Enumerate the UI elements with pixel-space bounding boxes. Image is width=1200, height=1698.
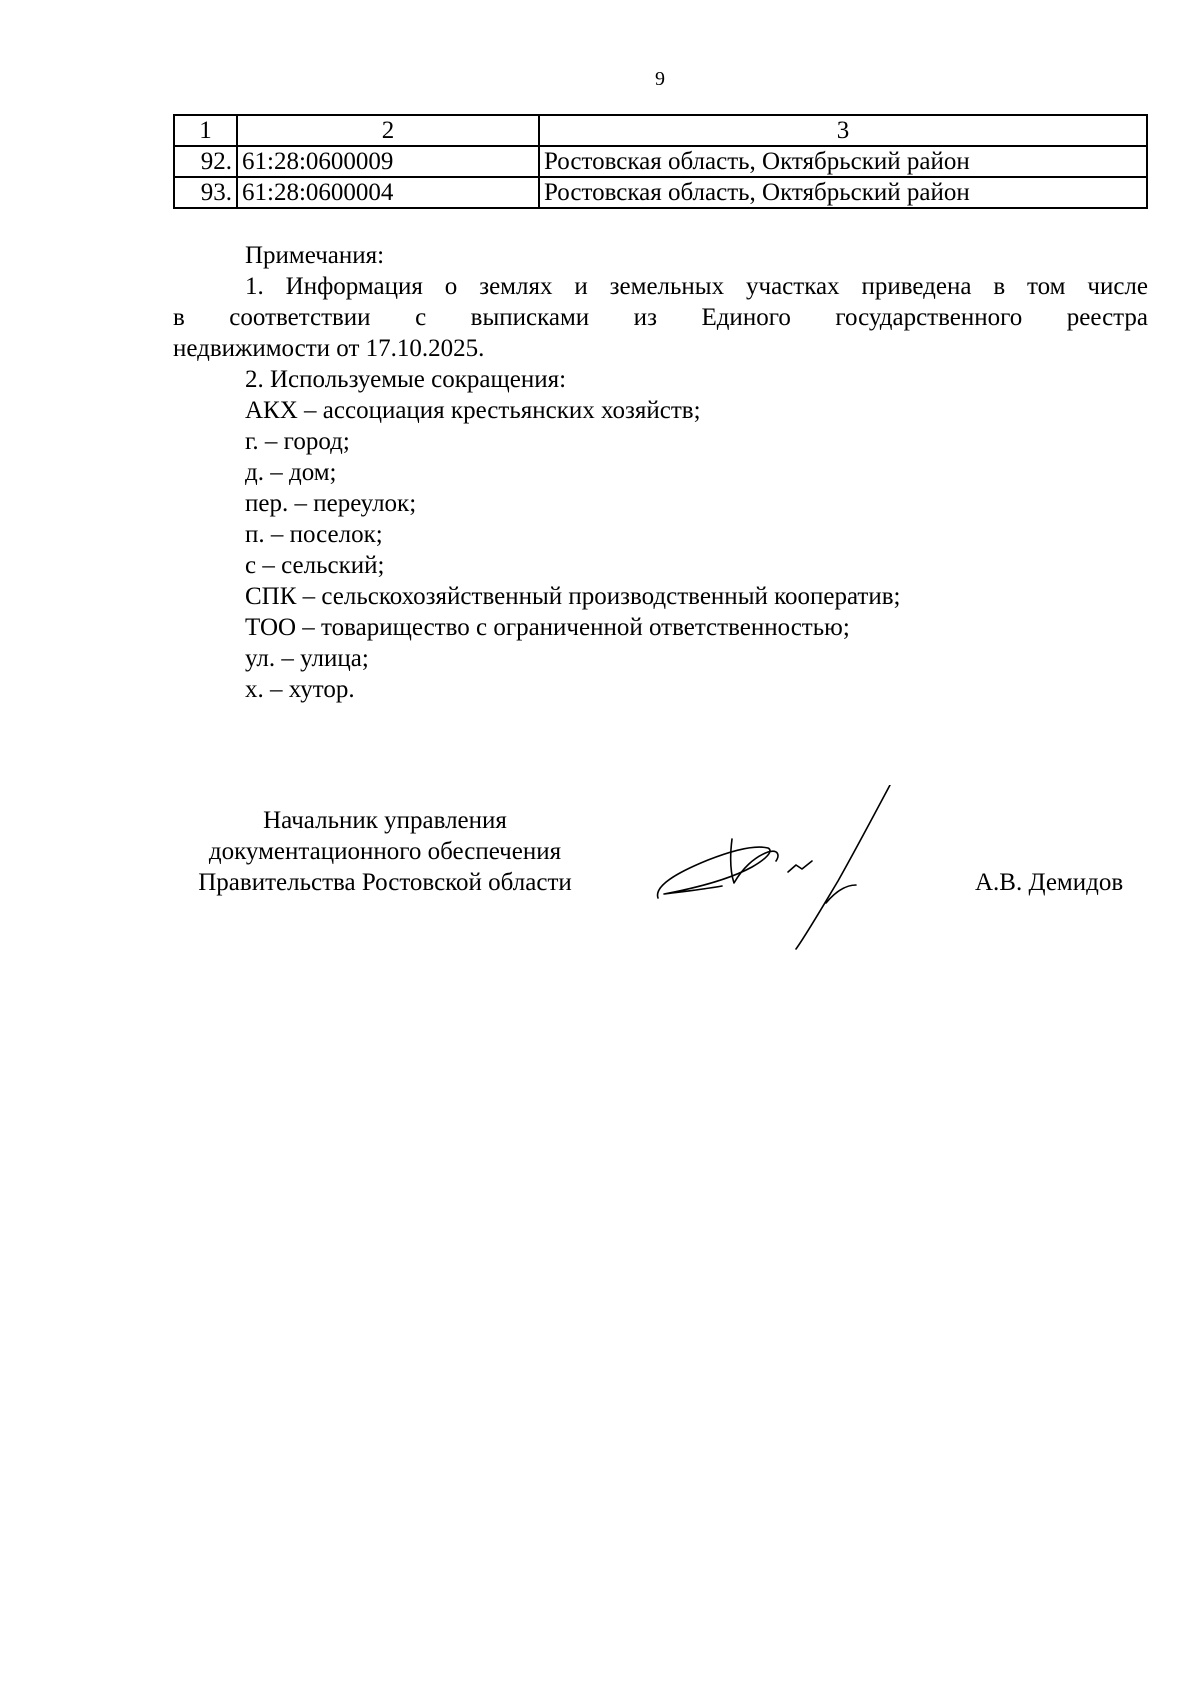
table-row	[174, 146, 1147, 177]
signatory-line-2: документационного обеспечения	[208, 838, 562, 865]
table-header-row	[174, 115, 1147, 146]
signatory-title	[160, 805, 610, 898]
signatory-name: А.В. Демидов	[975, 869, 1124, 896]
notes-section	[173, 240, 1148, 705]
abbreviation-item: СПК – сельскохозяйственный производственный кооператив;	[245, 583, 901, 610]
table-row	[174, 177, 1147, 208]
abbreviation-item: АКХ – ассоциация крестьянских хозяйств;	[245, 397, 701, 424]
page-number: 9	[655, 68, 665, 90]
column-header-1: 1	[174, 115, 237, 146]
location: Ростовская область, Октябрьский район	[539, 177, 1147, 208]
abbreviation-item: ул. – улица;	[245, 645, 369, 672]
signatory-line-3: Правительства Ростовской области	[198, 869, 572, 896]
cadastral-number: 61:28:0600004	[237, 177, 539, 208]
note-1-line-2: в соответствии с выписками из Единого государственного реестра	[173, 304, 1148, 331]
abbreviation-item: пер. – переулок;	[245, 490, 417, 517]
handwritten-signature	[650, 785, 950, 950]
location: Ростовская область, Октябрьский район	[539, 146, 1147, 177]
abbreviation-item: п. – поселок;	[245, 521, 383, 548]
row-number: 92.	[174, 146, 237, 177]
abbreviation-item: г. – город;	[245, 428, 350, 455]
abbreviation-item: х. – хутор.	[245, 676, 355, 703]
column-header-2: 2	[237, 115, 539, 146]
note-1-line-3: недвижимости от 17.10.2025.	[173, 335, 485, 362]
cadastral-number: 61:28:0600009	[237, 146, 539, 177]
abbreviation-item: д. – дом;	[245, 459, 337, 486]
column-header-3: 3	[539, 115, 1147, 146]
abbreviation-item: ТОО – товарищество с ограниченной ответственностью;	[245, 614, 850, 641]
note-2-title: 2. Используемые сокращения:	[245, 366, 567, 393]
note-1-line-1: 1. Информация о землях и земельных участках приведена в том числе	[245, 273, 1148, 300]
abbreviation-item: с – сельский;	[245, 552, 385, 579]
notes-title: Примечания:	[245, 242, 385, 269]
row-number: 93.	[174, 177, 237, 208]
registry-table	[173, 114, 1148, 209]
signatory-line-1: Начальник управления	[263, 807, 507, 834]
